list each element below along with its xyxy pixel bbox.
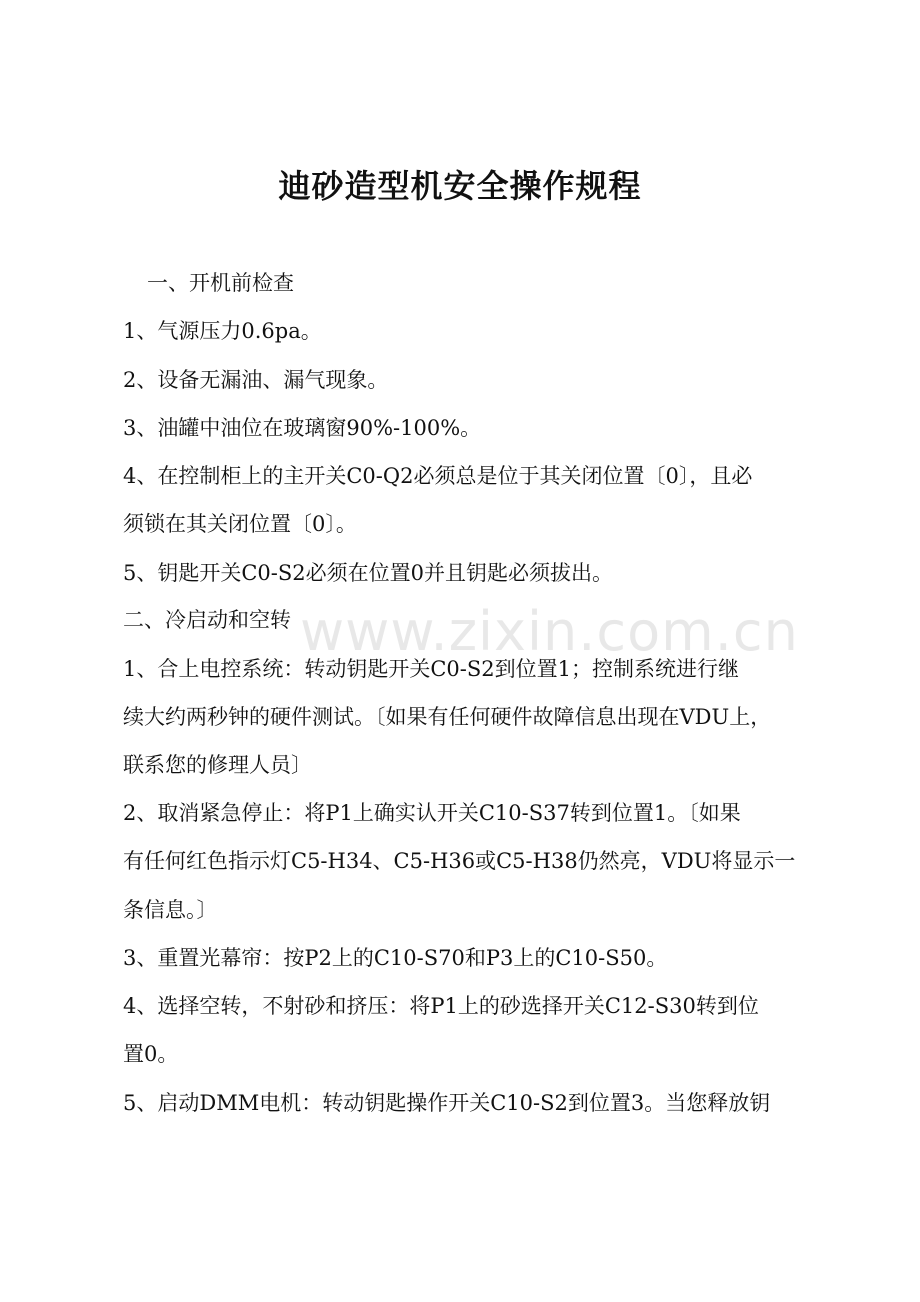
paragraph-line: 联系您的修理人员〕 [123,753,312,777]
section-heading-pre-start-check: 一、开机前检查 [147,271,294,295]
paragraph-line: 2、取消紧急停止：将P1上确实认开关C10-S37转到位置1。〔如果 [123,801,741,825]
paragraph-line: 4、在控制柜上的主开关C0-Q2必须总是位于其关闭位置〔0〕，且必 [123,464,753,488]
paragraph-line: 3、重置光幕帘：按P2上的C10-S70和P3上的C10-S50。 [123,946,668,970]
paragraph-line: 4、选择空转，不射砂和挤压：将P1上的砂选择开关C12-S30转到位 [123,994,759,1018]
paragraph-line: 1、合上电控系统：转动钥匙开关C0-S2到位置1；控制系统进行继 [123,657,739,681]
section-heading-cold-start: 二、冷启动和空转 [123,608,291,632]
paragraph-line: 5、钥匙开关C0-S2必须在位置0并且钥匙必须拔出。 [123,561,613,585]
paragraph-line: 5、启动DMM电机：转动钥匙操作开关C10-S2到位置3。当您释放钥 [123,1091,771,1115]
paragraph-line: 1、气源压力0.6pa。 [123,319,322,343]
paragraph-line: 置0。 [123,1042,179,1066]
paragraph-line: 有任何红色指示灯C5-H34、C5-H36或C5-H38仍然亮，VDU将显示一 [123,849,796,873]
document-title: 迪砂造型机安全操作规程 [278,167,642,205]
paragraph-line: 3、油罐中油位在玻璃窗90%-100%。 [123,416,482,440]
watermark-text: www.zixin.com.cn [300,600,799,663]
paragraph-line: 2、设备无漏油、漏气现象。 [123,368,389,392]
paragraph-line: 条信息。〕 [123,898,218,922]
paragraph-line: 续大约两秒钟的硬件测试。〔如果有任何硬件故障信息出现在VDU上， [123,705,772,729]
paragraph-line: 须锁在其关闭位置〔0〕。 [123,512,357,536]
